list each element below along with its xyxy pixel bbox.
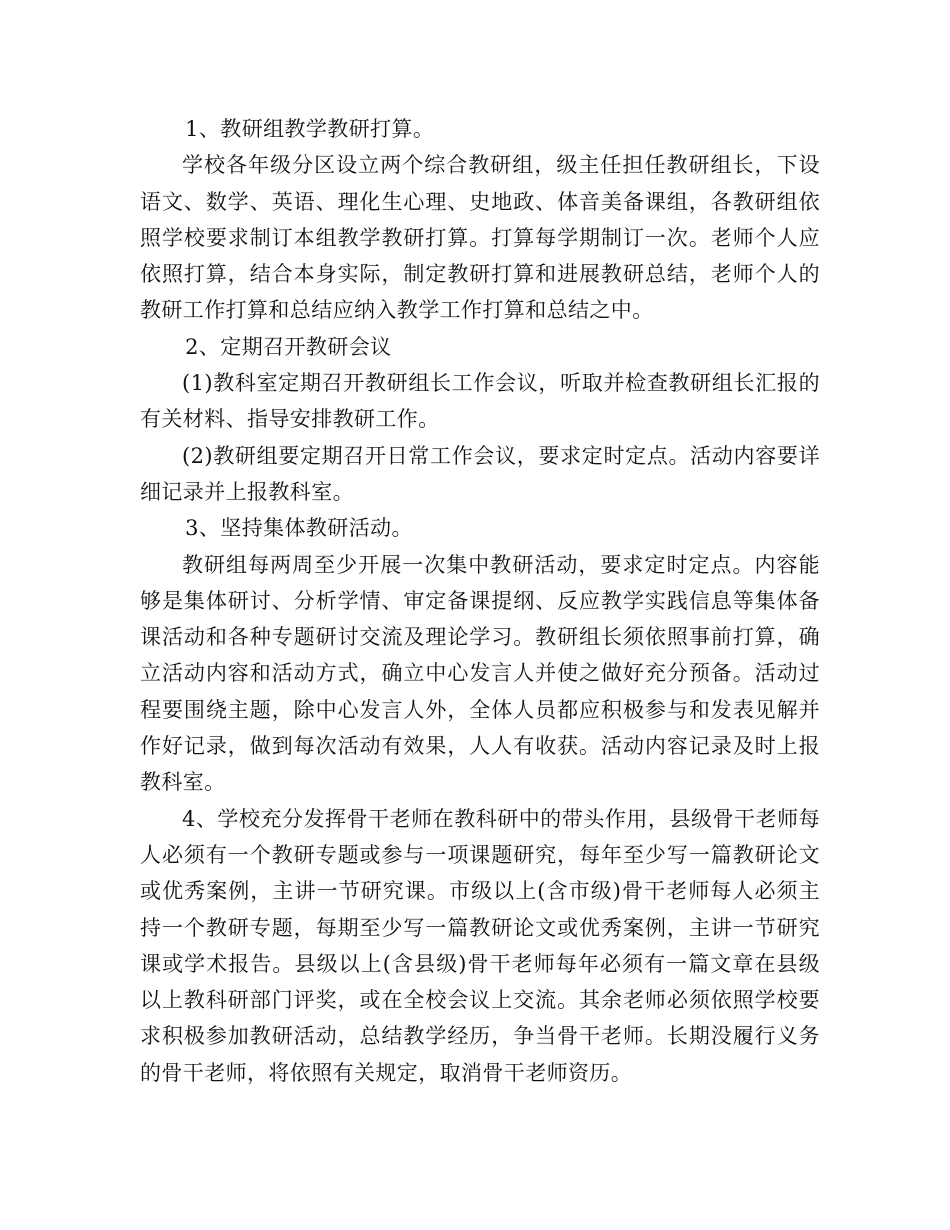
document-body	[140, 111, 820, 1091]
paragraph-1: 学校各年级分区设立两个综合教研组，级主任担任教研组长，下设语文、数学、英语、理化生心理、史地政、体音美备课组，各教研组依照学校要求制订本组教学教研打算。打算每学期制订一次。老师个人应依照打算，结合本身实际，制定教研打算和进展教研总结，老师个人的教研工作打算和总结应纳入教学工作打算和总结之中。	[140, 153, 820, 323]
section-heading-1: 1、教研组教学教研打算。	[185, 117, 435, 141]
section-heading-3: 3、坚持集体教研活动。	[185, 516, 413, 541]
section-heading-2: 2、定期召开教研会议	[185, 334, 392, 359]
paragraph-3: 教研组每两周至少开展一次集中教研活动，要求定时定点。内容能够是集体研讨、分析学情、审定备课提纲、反应教学实践信息等集体备课活动和各种专题研讨交流及理论学习。教研组长须依照事前打算，确立活动内容和活动方式，确立中心发言人并使之做好充分预备。活动过程要围绕主题，除中心发言人外，全体人员都应积极参与和发表见解并作好记录，做到每次活动有效果，人人有收获。活动内容记录及时上报教科室。	[140, 552, 820, 795]
paragraph-2-2: (2)教研组要定期召开日常工作会议，要求定时定点。活动内容要详细记录并上报教科室。	[140, 443, 820, 504]
paragraph-4: 4、学校充分发挥骨干老师在教科研中的带头作用，县级骨干老师每人必须有一个教研专题或参与一项课题研究，每年至少写一篇教研论文或优秀案例，主讲一节研究课。市级以上(含市级)骨干老师每人必须主持一个教研专题，每期至少写一篇教研论文或优秀案例，主讲一节研究课或学术报告。县级以上(含县级)骨干老师每年必须有一篇文章在县级以上教科研部门评奖，或在全校会议上交流。其余老师必须依照学校要求积极参加教研活动，总结教学经历，争当骨干老师。长期没履行义务的骨干老师，将依照有关规定，取消骨干老师资历。	[140, 806, 820, 1085]
paragraph-2-1: (1)教科室定期召开教研组长工作会议，听取并检查教研组长汇报的有关材料、指导安排教研工作。	[140, 371, 820, 432]
